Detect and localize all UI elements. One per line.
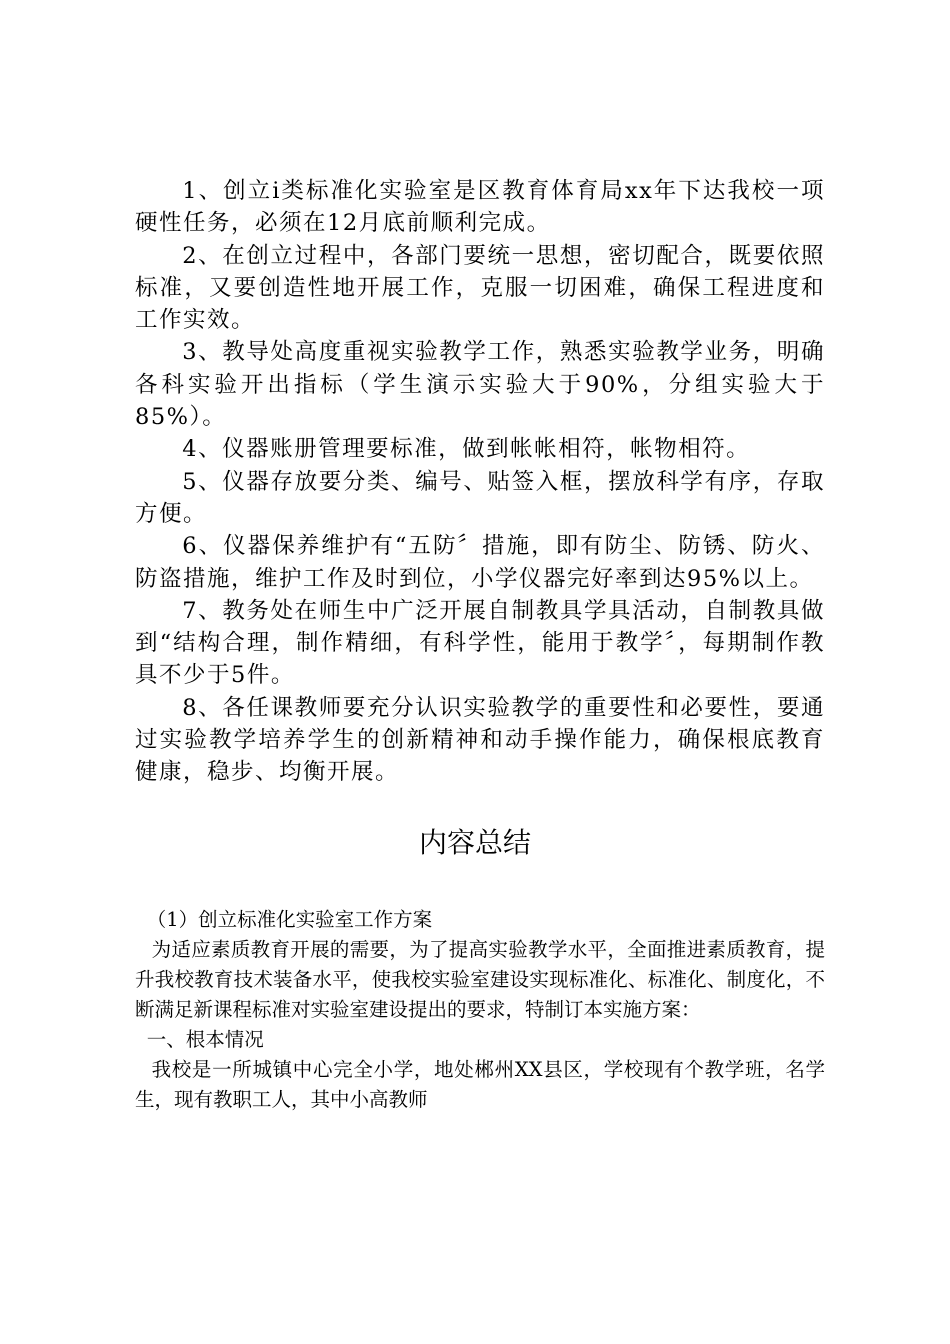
summary-intro: 为适应素质教育开展的需要，为了提高实验教学水平，全面推进素质教育，提升我校教育技术装备水平，使我校实验室建设实现标准化、标准化、制度化，不断满足新课程标准对实验室建设提出的要求，特制订本实施方案：	[135, 938, 825, 1021]
numbered-requirements	[135, 175, 825, 789]
requirement-item-8: 8、各任课教师要充分认识实验教学的重要性和必要性，要通过实验教学培养学生的创新精神和动手操作能力，确保根底教育健康，稳步、均衡开展。	[135, 694, 825, 786]
requirement-item-4: 4、仪器账册管理要标准，做到帐帐相符，帐物相符。	[182, 436, 751, 463]
requirement-item-7: 7、教务处在师生中广泛开展自制教具学具活动，自制教具做到“结构合理，制作精细，有科学性，能用于教学〞，每期制作教具不少于5件。	[135, 597, 825, 689]
requirement-item-6: 6、仪器保养维护有“五防〞措施，即有防尘、防锈、防火、防盗措施，维护工作及时到位，小学仪器完好率到达95%以上。	[135, 533, 825, 592]
requirement-item-3: 3、教导处高度重视实验教学工作，熟悉实验教学业务，明确各科实验开出指标（学生演示实验大于90%，分组实验大于85%）。	[135, 339, 825, 431]
section-heading: 一、根本情况	[146, 1028, 264, 1051]
summary-subheading: （1）创立标准化实验室工作方案	[146, 908, 433, 931]
requirement-item-2: 2、在创立过程中，各部门要统一思想，密切配合，既要依照标准，又要创造性地开展工作，克服一切困难，确保工程进度和工作实效。	[135, 242, 825, 334]
summary-title: 内容总结	[418, 826, 531, 859]
section-text: 我校是一所城镇中心完全小学，地处郴州XX县区，学校现有个教学班，名学生，现有教职工人，其中小高教师	[135, 1058, 825, 1111]
requirement-item-5: 5、仪器存放要分类、编号、贴签入框，摆放科学有序，存取方便。	[135, 468, 825, 527]
requirement-item-1: 1、创立i类标准化实验室是区教育体育局xx年下达我校一项硬性任务，必须在12月底前顺利完成。	[135, 178, 825, 237]
summary-body	[135, 905, 825, 1115]
